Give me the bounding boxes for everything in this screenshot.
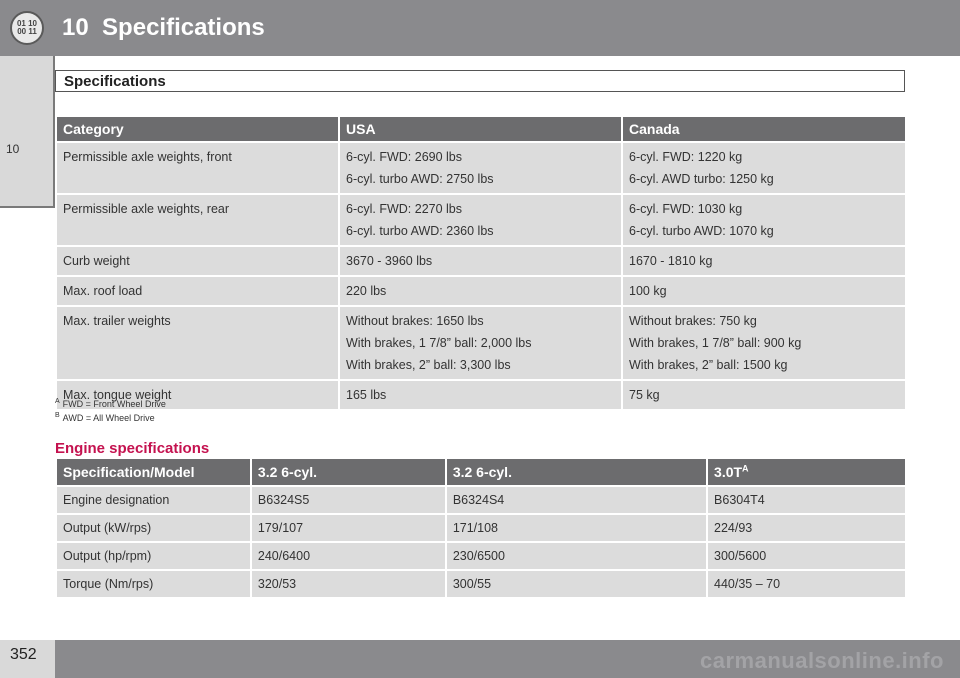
section-title-box [55,70,905,92]
row-category: Max. roof load [57,277,338,305]
chapter-badge-icon [10,11,44,45]
row-canada-value: 75 kg [623,381,905,409]
row-usa-value: Without brakes: 1650 lbs With brakes, 1 7/8” ball: 2,000 lbs With brakes, 2” ball: 3,300 lbs [340,307,621,379]
row-category: Max. tongue weight [57,381,338,409]
page-number: 352 [10,646,37,663]
column-header-model-3: $3.0T^A$ [708,459,905,485]
row-category: Max. trailer weights [57,307,338,379]
row-label: Engine designation [57,487,250,513]
table-header-row [57,117,905,141]
row-value: 171/108 [447,515,706,541]
watermark: carmanualsonline.info [700,648,944,673]
footnotes [55,396,166,424]
row-label: Torque (Nm/rps) [57,571,250,597]
row-category: Curb weight [57,247,338,275]
table-row [57,247,905,275]
footnote-b: $^B$ AWD = All Wheel Drive [55,412,155,423]
row-label: Output (hp/rpm) [57,543,250,569]
row-value: 320/53 [252,571,445,597]
column-header-model-1: 3.2 6-cyl. [252,459,445,485]
section-title: Specifications [64,73,166,90]
table-row [57,143,905,193]
column-header-canada: Canada [623,117,905,141]
row-value: 300/5600 [708,543,905,569]
table-row [57,381,905,409]
row-canada-value: 6-cyl. FWD: 1220 kg 6-cyl. AWD turbo: 1250 kg [623,143,905,193]
row-canada-value: 6-cyl. FWD: 1030 kg 6-cyl. turbo AWD: 1070 kg [623,195,905,245]
row-usa-value: 6-cyl. FWD: 2270 lbs 6-cyl. turbo AWD: 2360 lbs [340,195,621,245]
row-value: 230/6500 [447,543,706,569]
row-usa-value: 165 lbs [340,381,621,409]
chapter-badge-line1: 01 10 [16,19,38,28]
row-usa-value: 6-cyl. FWD: 2690 lbs 6-cyl. turbo AWD: 2750 lbs [340,143,621,193]
column-header-model-2: 3.2 6-cyl. [447,459,706,485]
table-header-row [57,459,905,485]
table-row [57,571,905,597]
side-chapter-tab [0,56,55,208]
row-value: B6324S4 [447,487,706,513]
row-value: 224/93 [708,515,905,541]
specifications-table [55,115,907,411]
row-canada-value: 1670 - 1810 kg [623,247,905,275]
row-value: B6304T4 [708,487,905,513]
row-value: 240/6400 [252,543,445,569]
row-category: Permissible axle weights, rear [57,195,338,245]
row-usa-value: 220 lbs [340,277,621,305]
column-header-category: Category [57,117,338,141]
column-header-usa: USA [340,117,621,141]
chapter-name: Specifications [102,14,265,41]
row-value: 300/55 [447,571,706,597]
chapter-title [62,14,265,42]
engine-specifications-heading: Engine specifications [55,440,210,457]
chapter-badge-line2: 00 11 [17,27,37,36]
table-row [57,195,905,245]
row-value: B6324S5 [252,487,445,513]
row-value: 440/35 – 70 [708,571,905,597]
table-row [57,543,905,569]
table-row [57,307,905,379]
table-row [57,515,905,541]
side-tab-number: 10 [6,142,20,156]
row-canada-value: 100 kg [623,277,905,305]
table-row [57,487,905,513]
column-header-spec-model: Specification/Model [57,459,250,485]
row-usa-value: 3670 - 3960 lbs [340,247,621,275]
row-value: 179/107 [252,515,445,541]
header-superscript: A [742,463,749,474]
row-category: Permissible axle weights, front [57,143,338,193]
footnote-a: $^A$ FWD = Front Wheel Drive [55,398,166,409]
engine-specifications-table [55,457,907,599]
row-canada-value: Without brakes: 750 kg With brakes, 1 7/8” ball: 900 kg With brakes, 2” ball: 1500 kg [623,307,905,379]
chapter-number: 10 [62,14,89,41]
row-label: Output (kW/rps) [57,515,250,541]
table-row [57,277,905,305]
